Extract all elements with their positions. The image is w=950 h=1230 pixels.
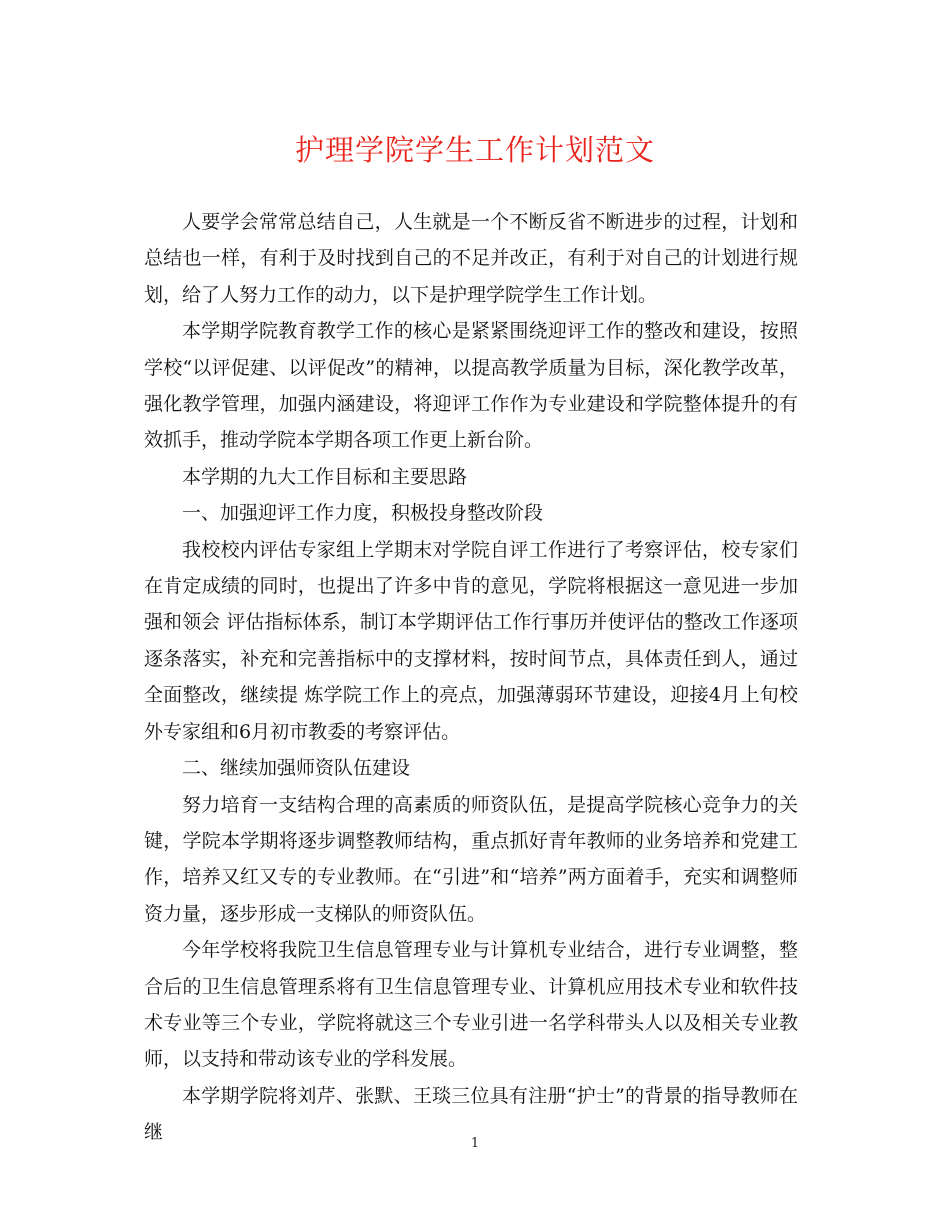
section-heading-2: 二、继续加强师资队伍建设 xyxy=(182,757,411,780)
section-heading-goals: 本学期的九大工作目标和主要思路 xyxy=(182,465,468,488)
paragraph-faculty: 努力培育一支结构合理的高素质的师资队伍，是提高学院核心竞争力的关键，学院本学期将逐步调整教师结构，重点抓好青年教师的业务培养和党建工作，培养又红又专的专业教师。在“引进”和“培养”两方面着手，充实和调整师资力量，逐步形成一支梯队的师资队伍。 xyxy=(144,793,798,925)
paragraph-intro: 人要学会常常总结自己，人生就是一个不断反省不断进步的过程，计划和总结也一样，有利于及时找到自己的不足并改正，有利于对自己的计划进行规划，给了人努力工作的动力，以下是护理学院学生工作计划。 xyxy=(144,211,798,306)
page-number: 1 xyxy=(470,1136,480,1151)
paragraph-evaluation: 我校校内评估专家组上学期末对学院自评工作进行了考察评估，校专家们在肯定成绩的同时，也提出了许多中肯的意见，学院将根据这一意见进一步加强和领会 评估指标体系，制订本学期评估工作行事历并使评估的整改工作逐项逐条落实，补充和完善指标中的支撑材料，按时间节点，具体责任到人，通过全面整改，继续提 炼学院工作上的亮点，加强薄弱环节建设，迎接4月上旬校外专家组和6月初市教委的考察评估。 xyxy=(144,538,798,743)
document-title: 护理学院学生工作计划范文 xyxy=(294,133,655,167)
section-heading-1: 一、加强迎评工作力度，积极投身整改阶段 xyxy=(182,502,544,525)
paragraph-teachers: 本学期学院将刘芹、张默、王琰三位具有注册“护士”的背景的指导教师在继 xyxy=(144,1084,798,1144)
document-body xyxy=(144,204,798,1151)
paragraph-core: 本学期学院教育教学工作的核心是紧紧围绕迎评工作的整改和建设，按照学校“以评促建、以评促改”的精神，以提高教学质量为目标，深化教学改革，强化教学管理，加强内涵建设，将迎评工作作为专业建设和学院整体提升的有效抓手，推动学院本学期各项工作更上新台阶。 xyxy=(144,320,798,452)
paragraph-majors: 今年学校将我院卫生信息管理专业与计算机专业结合，进行专业调整，整合后的卫生信息管理系将有卫生信息管理专业、计算机应用技术专业和软件技术专业等三个专业，学院将就这三个专业引进一名学科带头人以及相关专业教师，以支持和带动该专业的学科发展。 xyxy=(144,939,798,1071)
